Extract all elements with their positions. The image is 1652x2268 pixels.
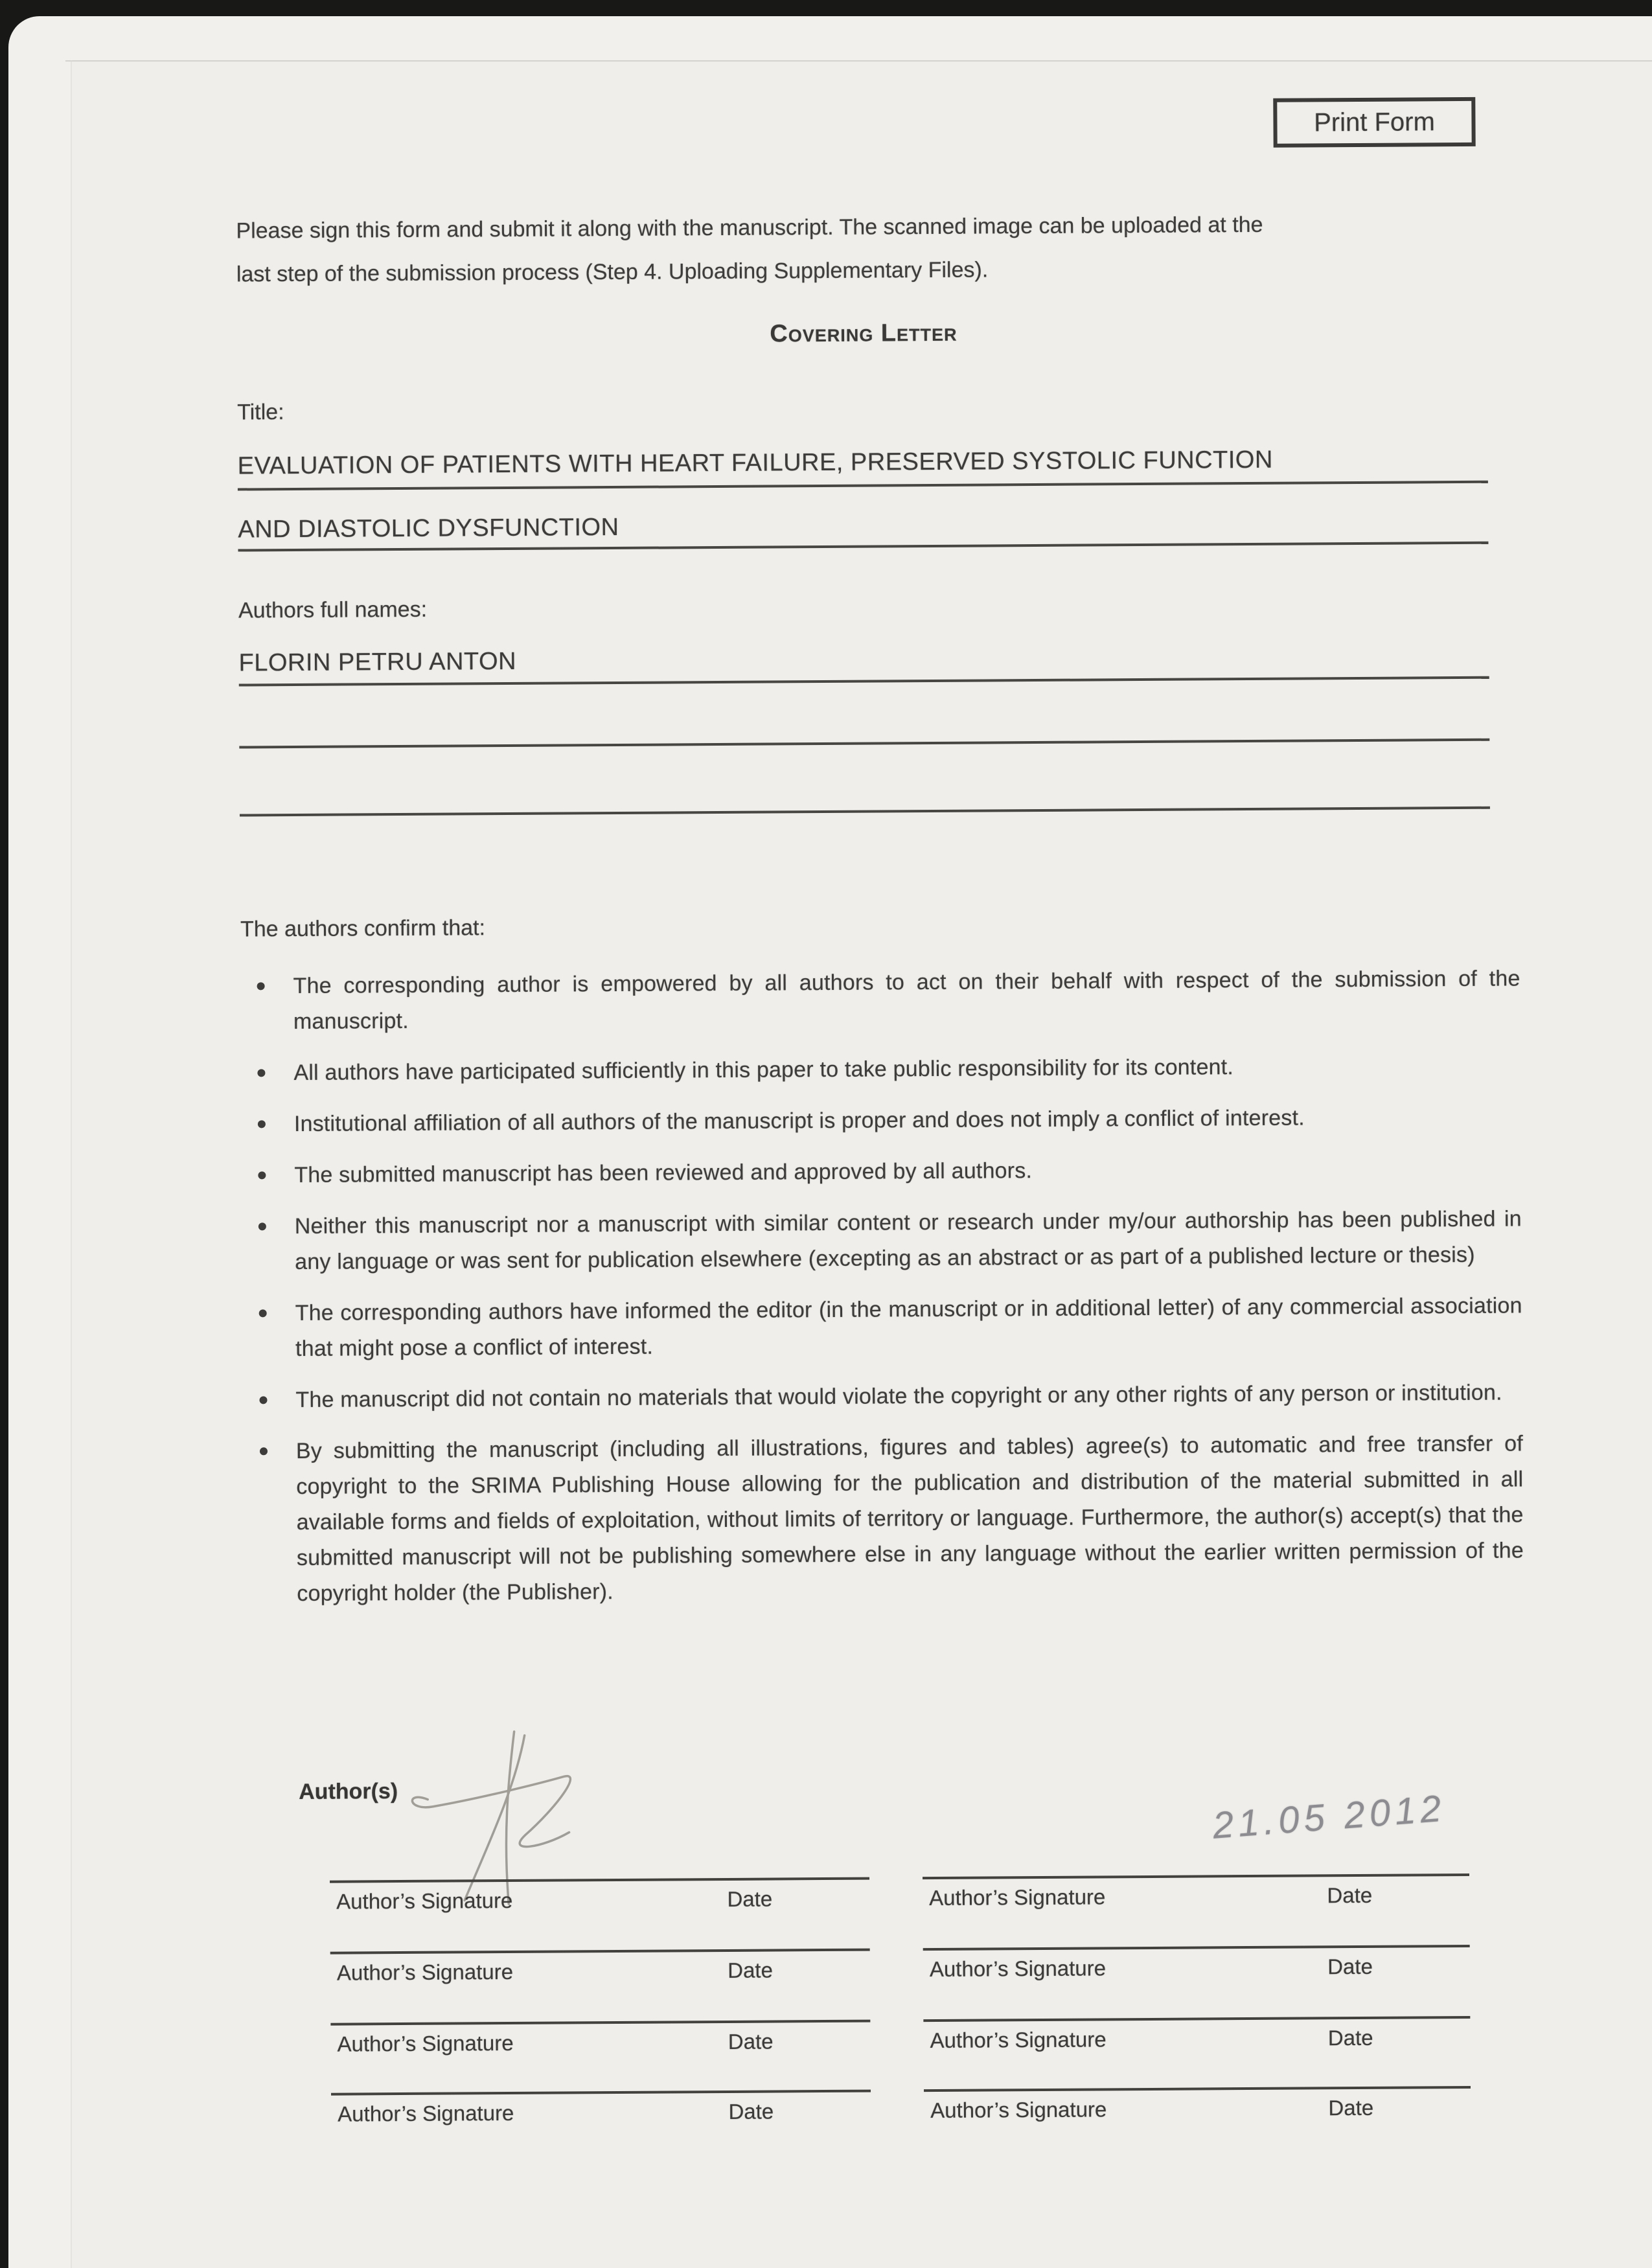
date-label: Date <box>727 1886 773 1911</box>
confirmation-item <box>253 1150 1521 1193</box>
authors-field-line-1 <box>238 637 1489 687</box>
author-signature-label: Author’s Signature <box>929 1884 1106 1910</box>
author-signature-label: Author’s Signature <box>930 2097 1107 2123</box>
signature-cell <box>331 2090 871 2127</box>
confirmation-text: By submitting the manuscript (including all illustrations, figures and tables) agree(s) to automatic and free transfer of copyright to the SRIMA Publishing House allowing for the publication and distribution of the material submitted in all available forms and fields of exploitation, without limits of territory or language. Furthermore, the author(s) accept(s) that the submitted manuscript will not be publishing somewhere else in any language without the earlier written permission of the copyright holder (the Publisher). <box>295 1431 1524 1607</box>
confirmation-item <box>252 1048 1520 1091</box>
confirmation-text: The corresponding author is empowered by all authors to act on their behalf with respect of the submission of the manuscript. <box>293 966 1520 1035</box>
signature-cell <box>924 2086 1471 2123</box>
intro-line-1: Please sign this form and submit it along with the manuscript. The scanned image can be uploaded at the <box>236 212 1263 244</box>
title-label: Title: <box>237 400 284 425</box>
bullet-icon <box>254 1382 295 1418</box>
confirmation-item <box>254 1288 1523 1367</box>
signature-cell <box>923 2016 1470 2053</box>
signature-cell <box>923 1945 1470 1982</box>
handwritten-date: 21.05 2012 <box>1211 1787 1447 1847</box>
author-signature-label: Author’s Signature <box>336 1959 514 1985</box>
authors-section-label: Author(s) <box>299 1779 398 1804</box>
author-signature-label: Author’s Signature <box>338 2100 514 2126</box>
covering-letter-heading: Covering Letter <box>770 319 958 348</box>
date-label: Date <box>1328 2095 1374 2120</box>
authors-value-line-1: FLORIN PETRU ANTON <box>238 647 517 677</box>
confirmation-item <box>251 961 1520 1040</box>
signature-cell <box>330 2020 870 2057</box>
authors-full-names-label: Authors full names: <box>238 597 428 623</box>
date-label: Date <box>1327 1883 1373 1908</box>
bullet-icon <box>255 1434 297 1612</box>
bullet-icon <box>253 1209 295 1280</box>
confirmation-text: Institutional affiliation of all authors of the manuscript is proper and does not imply a conflict of interest. <box>293 1105 1305 1137</box>
confirmations-heading: The authors confirm that: <box>240 915 486 942</box>
author-signature-label: Author’s Signature <box>929 1956 1107 1982</box>
title-field-line-2 <box>238 508 1488 552</box>
confirmation-text: All authors have participated sufficiently in this paper to take public responsibility for its content. <box>293 1055 1234 1086</box>
print-form-button[interactable]: Print Form <box>1273 97 1475 148</box>
title-value-line-1: EVALUATION OF PATIENTS WITH HEART FAILURE, PRESERVED SYSTOLIC FUNCTION <box>237 446 1273 480</box>
confirmation-text: The manuscript did not contain no materials that would violate the copyright or any other rights of any person or institution. <box>295 1380 1502 1413</box>
intro-paragraph <box>236 202 1506 297</box>
author-signature-label: Author’s Signature <box>930 2027 1107 2053</box>
confirmations-list <box>251 961 1524 1627</box>
confirmation-item <box>254 1375 1522 1418</box>
confirmation-item <box>255 1426 1524 1612</box>
date-label: Date <box>728 2029 774 2054</box>
bullet-icon <box>252 1055 293 1091</box>
confirmation-item <box>253 1099 1521 1142</box>
date-label: Date <box>1327 1954 1373 1979</box>
confirmation-text: Neither this manuscript nor a manuscript with similar content or research under my/our authorship has been published in any language or was sent for publication elsewhere (excepting as an abstract or as part of a published lecture or thesis) <box>294 1206 1522 1275</box>
date-label: Date <box>728 1958 773 1982</box>
title-field-line-1 <box>237 437 1487 491</box>
authors-field-line-2 <box>239 707 1489 749</box>
date-label: Date <box>1327 2025 1373 2050</box>
confirmation-text: The submitted manuscript has been reviewed and approved by all authors. <box>294 1158 1033 1188</box>
bullet-icon <box>251 968 293 1040</box>
signature-cell <box>923 1873 1469 1910</box>
bullet-icon <box>253 1106 294 1142</box>
signature-cell <box>330 1877 869 1914</box>
intro-line-2: last step of the submission process (Step 4. Uploading Supplementary Files). <box>236 257 989 287</box>
confirmation-text: The corresponding authors have informed the editor (in the manuscript or in additional letter) of any commercial association that might pose a conflict of interest. <box>295 1293 1522 1362</box>
bullet-icon <box>253 1158 294 1193</box>
signature-cell <box>330 1949 870 1986</box>
confirmation-item <box>253 1201 1522 1280</box>
title-value-line-2: AND DIASTOLIC DYSFUNCTION <box>238 513 619 544</box>
bullet-icon <box>254 1296 296 1367</box>
author-signature-label: Author’s Signature <box>337 2030 514 2056</box>
date-label: Date <box>728 2099 774 2124</box>
authors-field-line-3 <box>240 775 1490 817</box>
author-signature-label: Author’s Signature <box>336 1888 513 1914</box>
